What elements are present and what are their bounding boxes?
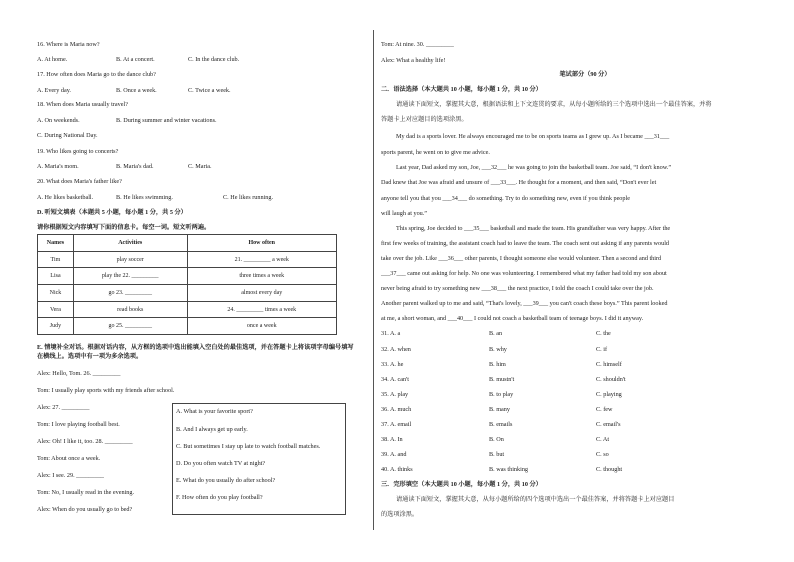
passage-line: Another parent walked up to me and said, “That's lovely, ___39___ you can't coach these boys.” This parent looked — [381, 300, 668, 307]
dialog-line: Tom: No, I usually read in the evening. — [37, 489, 134, 496]
option-item: F. How often do you play football? — [176, 494, 263, 501]
answer-33-c: C. himself — [596, 361, 622, 368]
table-header: Activities — [73, 235, 187, 252]
column-divider — [373, 30, 374, 530]
passage-line: at me, a short woman, and ___40___ I could not coach a basketball team of teenage boys. I did it anyway. — [381, 315, 644, 322]
answer-35-b: B. to play — [489, 391, 514, 398]
table-cell: play the 22. _________ — [73, 268, 187, 285]
option-18c: C. During National Day. — [37, 132, 98, 139]
table-row — [38, 318, 337, 335]
dialog-line: Alex: 27. _________ — [37, 404, 90, 411]
dialog-line: Tom: I usually play sports with my friends after school. — [37, 387, 175, 394]
answer-35-c: C. playing — [596, 391, 622, 398]
answer-39-b: B. but — [489, 451, 505, 458]
section-cloze-title: 三．完形填空（本大题共 10 小题，每小题 1 分，共 10 分） — [381, 481, 542, 488]
option-16b: B. At a concert. — [116, 56, 155, 63]
dialog-line: Alex: Oh! I like it, too. 28. _________ — [37, 438, 133, 445]
passage-line: ___37___ came out asking for help. No one was volunteering. I remembered what my father had told my son about — [381, 270, 667, 277]
answer-38-c: C. At — [596, 436, 610, 443]
answer-34-b: B. mustn't — [489, 376, 515, 383]
section-grammar-instruction: 请通读下面短文，掌握其大意，根据语法和上下文连贯的要求，从每小题所给的三个选项中选出一个最佳答案，并将 — [396, 101, 712, 108]
answer-32-a: 32. A. when — [381, 346, 411, 353]
passage-line: never being afraid to try something new ___38___ the next practice, I told the coach I could take over the job. — [381, 285, 654, 292]
passage-line: My dad is a sports lover. He always encouraged me to be on sports teams as I grew up. As I became ___31___ — [396, 133, 670, 140]
table-cell: play soccer — [73, 251, 187, 268]
dialog-line: Tom: I love playing football best. — [37, 421, 120, 428]
answer-36-a: 36. A. much — [381, 406, 412, 413]
table-row — [38, 251, 337, 268]
table-cell: 21. _________ a week — [187, 251, 336, 268]
dialog-line: Tom: At nine. 30. _________ — [381, 41, 454, 48]
passage-line: sports parent, he went on to give me advice. — [381, 149, 490, 156]
answer-34-c: C. shouldn't — [596, 376, 626, 383]
section-cloze-instruction-cont: 的选项涂黑。 — [381, 511, 419, 518]
passage-line: This spring, Joe decided to ___35___ basketball and made the team. His grandfather was very happy. After the — [396, 225, 671, 232]
option-18b: B. During summer and winter vacations. — [116, 117, 217, 124]
question-19-stem: 19. Who likes going to concerts? — [37, 148, 119, 155]
question-17-stem: 17. How often does Maria go to the dance club? — [37, 71, 156, 78]
written-part-heading: 笔试部分（90 分） — [559, 71, 611, 78]
table-cell: Vera — [38, 301, 74, 318]
answer-37-a: 37. A. email — [381, 421, 412, 428]
answer-37-b: B. emails — [489, 421, 513, 428]
table-cell: Lisa — [38, 268, 74, 285]
table-cell: read books — [73, 301, 187, 318]
question-18-stem: 18. When does Maria usually travel? — [37, 101, 128, 108]
table-cell: once a week — [187, 318, 336, 335]
option-19c: C. Maria. — [188, 163, 212, 170]
answer-40-c: C. thought — [596, 466, 623, 473]
answer-37-c: C. email's — [596, 421, 621, 428]
answer-31-b: B. an — [489, 330, 503, 337]
answer-31-c: C. the — [596, 330, 611, 337]
dialog-line: Alex: Hello, Tom. 26. _________ — [37, 370, 121, 377]
answer-38-b: B. On — [489, 436, 504, 443]
answer-32-c: C. if — [596, 346, 608, 353]
section-grammar-instruction-cont: 答题卡上对应题目的选项涂黑。 — [381, 116, 468, 123]
table-cell: go 25. _________ — [73, 318, 187, 335]
table-cell: Judy — [38, 318, 74, 335]
table-header: Names — [38, 235, 74, 252]
answer-33-a: 33. A. he — [381, 361, 404, 368]
dialog-line: Alex: What a healthy life! — [381, 57, 446, 64]
option-17b: B. Once a week. — [116, 87, 157, 94]
option-17c: C. Twice a week. — [188, 87, 231, 94]
answer-32-b: B. why — [489, 346, 507, 353]
section-d-instruction: 请你根据短文内容填写下面的信息卡。每空一词。短文听两遍。 — [37, 224, 211, 231]
answer-31-a: 31. A. a — [381, 330, 401, 337]
table-header: How often — [187, 235, 336, 252]
answer-39-a: 39. A. and — [381, 451, 407, 458]
table-row — [38, 268, 337, 285]
answer-34-a: 34. A. can't — [381, 376, 409, 383]
answer-40-a: 40. A. thinks — [381, 466, 413, 473]
table-header-row — [38, 235, 337, 252]
dialog-line: Alex: I see. 29. _________ — [37, 472, 105, 479]
option-item: E. What do you usually do after school? — [176, 477, 276, 484]
passage-line: will laugh at you.” — [381, 210, 428, 217]
option-19a: A. Maria's mom. — [37, 163, 79, 170]
section-grammar-title: 二．语法选择（本大题共 10 小题，每小题 1 分，共 10 分） — [381, 86, 542, 93]
table-cell: almost every day — [187, 285, 336, 302]
option-17a: A. Every day. — [37, 87, 71, 94]
dialog-line: Alex: When do you usually go to bed? — [37, 506, 133, 513]
passage-line: Last year, Dad asked my son, Joe, ___32___ he was going to join the basketball team. Joe said, “I don't know.” — [396, 164, 672, 171]
passage-line: take over the job. Like ___36___ other parents, I thought someone else would volunteer. Then a second and third — [381, 255, 662, 262]
table-cell: Tim — [38, 251, 74, 268]
section-e-title-cont: 在横线上。选项中有一项为多余选项。 — [37, 353, 143, 360]
passage-line: anyone tell you that you ___34___ do something. Try to do something new, even if you think people — [381, 195, 630, 202]
question-16-stem: 16. Where is Maria now? — [37, 41, 100, 48]
option-20a: A. He likes basketball. — [37, 194, 94, 201]
section-d-title: D. 听短文填表（本题共 5 小题，每小题 1 分，共 5 分） — [37, 209, 187, 216]
option-20c: C. He likes running. — [223, 194, 274, 201]
option-20b: B. He likes swimming. — [116, 194, 173, 201]
option-item: B. And I always get up early. — [176, 426, 248, 433]
info-card-table — [37, 234, 337, 335]
dialog-line: Tom: About once a week. — [37, 455, 101, 462]
answer-33-b: B. him — [489, 361, 506, 368]
table-cell: Nick — [38, 285, 74, 302]
table-cell: 24. _________ times a week — [187, 301, 336, 318]
option-19b: B. Maria's dad. — [116, 163, 154, 170]
answer-39-c: C. so — [596, 451, 609, 458]
answer-38-a: 38. A. In — [381, 436, 403, 443]
table-row — [38, 285, 337, 302]
option-item: A. What is your favorite sport? — [176, 408, 253, 415]
answer-35-a: 35. A. play — [381, 391, 409, 398]
table-cell: go 23. _________ — [73, 285, 187, 302]
options-box — [172, 403, 346, 515]
table-cell: three times a week — [187, 268, 336, 285]
table-row — [38, 301, 337, 318]
answer-40-b: B. was thinking — [489, 466, 529, 473]
question-20-stem: 20. What does Maria's father like? — [37, 178, 122, 185]
option-18a: A. On weekends. — [37, 117, 80, 124]
answer-36-b: B. many — [489, 406, 510, 413]
option-16a: A. At home. — [37, 56, 68, 63]
answer-36-c: C. few — [596, 406, 613, 413]
section-e-title: E. 情境补全对话。根据对话内容，从方框的选项中选出能填入空白处的最佳选项，并在答题卡上将该项字母编号填写 — [37, 344, 354, 351]
option-item: D. Do you often watch TV at night? — [176, 460, 266, 467]
passage-line: first few weeks of training, the assistant coach had to leave the team. The coach sent out asking if any parents would — [381, 240, 670, 247]
section-cloze-instruction: 请通读下面短文，掌握其大意，从每小题所给的四个选项中选出一个最佳答案，并将答题卡上对应题目 — [396, 496, 675, 503]
passage-line: Dad knew that Joe was afraid and unsure of ___33___. He thought for a moment, and then said, “Don't ever let — [381, 179, 657, 186]
option-item: C. But sometimes I stay up late to watch football matches. — [176, 443, 321, 450]
option-16c: C. In the dance club. — [188, 56, 240, 63]
